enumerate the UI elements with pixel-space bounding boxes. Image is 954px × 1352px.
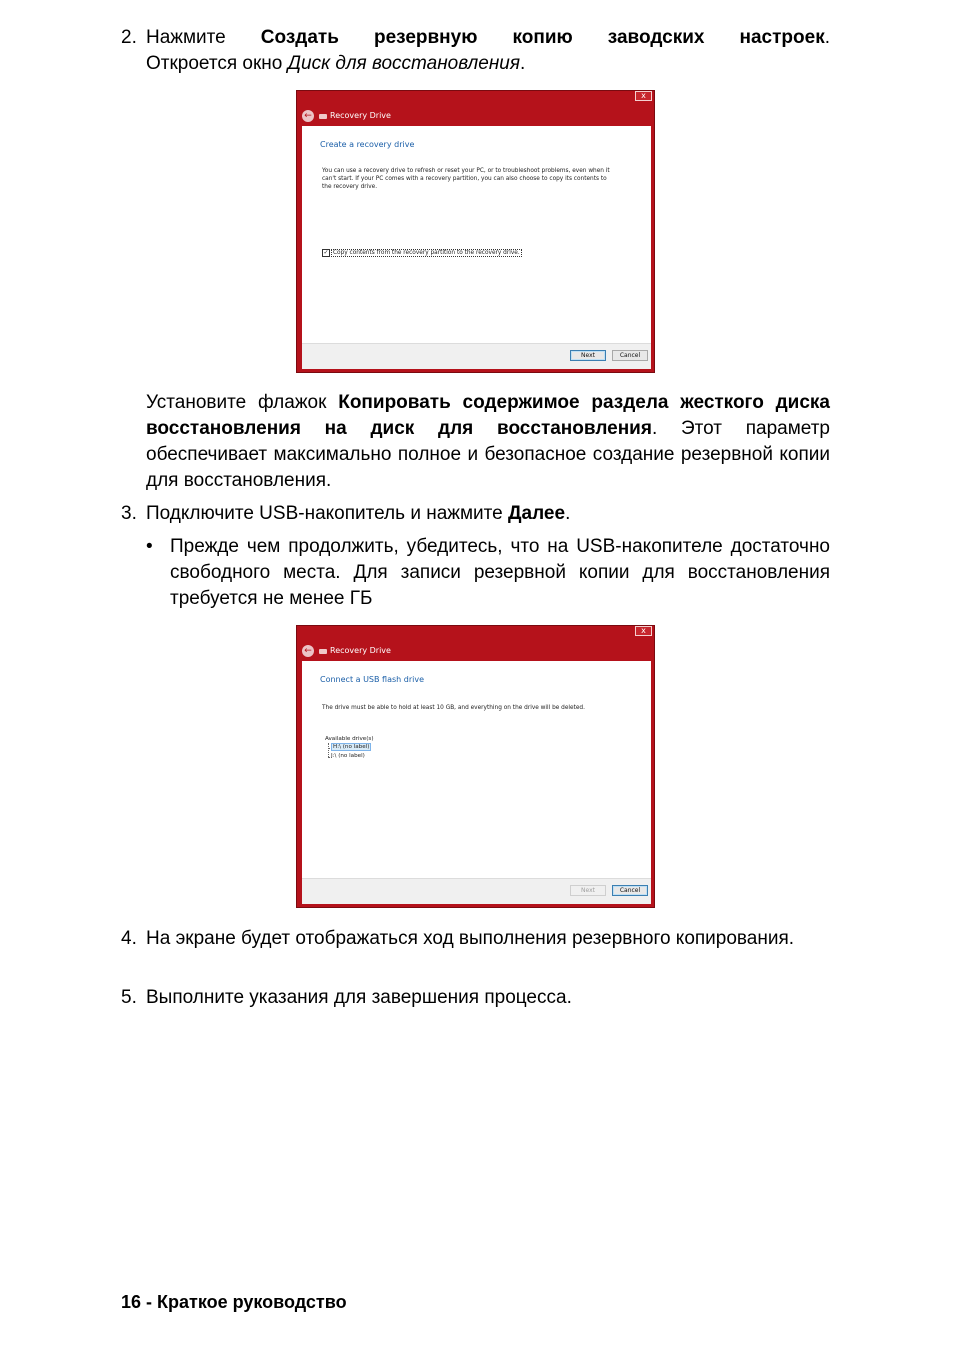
dialog-content (302, 126, 651, 369)
window-title: Recovery Drive (330, 111, 391, 120)
close-button[interactable]: x (635, 91, 652, 101)
copy-partition-checkbox-row[interactable] (322, 249, 522, 257)
cancel-button[interactable]: Cancel (612, 350, 648, 361)
dialog-footer (302, 343, 651, 369)
close-button[interactable]: x (635, 626, 652, 636)
checkbox-instruction: Установите флажок Копировать содержимое раздела жесткого диска восстановления на диск для восстановления. Этот параметр обеспечивает максимально полное и безопасное создание резервной копии для восстановления. (146, 392, 830, 491)
drive-icon (319, 649, 327, 654)
page-footer: 16 - Краткое руководство (121, 1292, 347, 1312)
next-button[interactable]: Next (570, 885, 606, 896)
dialog-description: The drive must be able to hold at least 10 GB, and everything on the drive will be deleted. (322, 705, 585, 711)
dialog-content (302, 661, 651, 904)
drive-icon (319, 114, 327, 119)
drive-item-h[interactable]: H:\ (no label) (333, 744, 370, 750)
dialog-heading: Create a recovery drive (320, 140, 415, 149)
back-arrow-icon[interactable]: ← (302, 110, 314, 122)
recovery-drive-dialog-2 (296, 625, 655, 908)
recovery-drive-dialog-1 (296, 90, 655, 373)
next-option: Далее (508, 503, 566, 524)
create-backup-option: Создать резервную копию заводских настроек (260, 27, 825, 48)
window-title: Recovery Drive (330, 646, 391, 655)
step-number: 2. (121, 27, 137, 48)
copy-contents-option: Копировать содержимое раздела жесткого диска восстановления на диск для восстановления (146, 392, 830, 439)
step-number: 3. (121, 503, 137, 524)
step-number: 5. (121, 987, 137, 1008)
usb-space-note: Прежде чем продолжить, убедитесь, что на USB-накопителе достаточно свободного места. Для записи резервной копии для восстановления требуется не менее ГБ (170, 536, 830, 609)
dialog-heading: Connect a USB flash drive (320, 675, 424, 684)
step-4-text: На экране будет отображаться ход выполнения резервного копирования. (146, 928, 795, 949)
available-drives-label: Available drive(s) (325, 736, 374, 742)
dialog-footer (302, 878, 651, 904)
recovery-drive-window-name: Диск для восстановления (287, 53, 520, 74)
step-number: 4. (121, 928, 137, 949)
tree-connector (328, 743, 329, 757)
copy-partition-checkbox-label[interactable]: Copy contents from the recovery partition to the recovery drive. (333, 250, 520, 256)
next-button[interactable]: Next (570, 350, 606, 361)
dialog-description: You can use a recovery drive to refresh or reset your PC, or to troubleshoot problems, even when it can't start. If your PC comes with a recovery partition, you can also choose to copy its contents to the recovery drive. (322, 168, 610, 190)
drive-item-i[interactable]: I:\ (no label) (331, 753, 365, 759)
step-3-text: Подключите USB-накопитель и нажмите Далее. (146, 503, 571, 524)
back-arrow-icon[interactable]: ← (302, 645, 314, 657)
bullet-icon: • (146, 536, 153, 557)
step-5-text: Выполните указания для завершения процесса. (146, 987, 572, 1008)
copy-partition-checkbox[interactable]: ✓ (323, 249, 329, 256)
step-2-text: Нажмите Создать резервную копию заводских настроек. Откроется окно Диск для восстановления. (146, 27, 830, 74)
cancel-button[interactable]: Cancel (612, 885, 648, 896)
